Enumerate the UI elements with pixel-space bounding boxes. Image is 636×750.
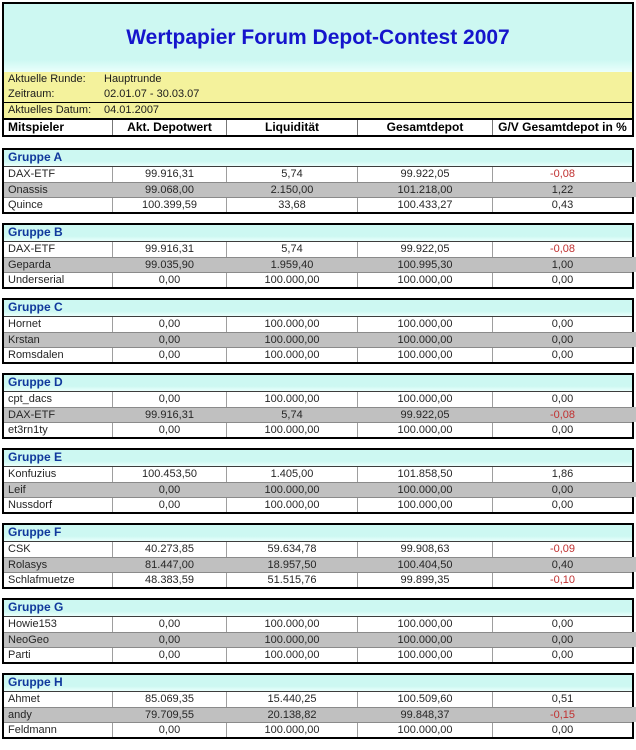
cell-player: Quince: [8, 199, 43, 211]
cell-gesamtdepot: 100.000,00: [357, 483, 492, 497]
page-title: Wertpapier Forum Depot-Contest 2007: [126, 26, 510, 49]
table-row: [4, 422, 632, 437]
cell-player: DAX-ETF: [8, 243, 56, 255]
cell-depotwert: 0,00: [112, 617, 226, 632]
cell-gv: 0,43: [492, 198, 632, 212]
table-row: [4, 647, 632, 662]
column-header-liquiditaet: Liquidität: [226, 120, 357, 135]
column-header-gv-prozent: G/V Gesamtdepot in %: [492, 120, 632, 135]
cell-player: Romsdalen: [8, 349, 64, 361]
info-value: 04.01.2007: [104, 104, 160, 116]
column-header-gesamtdepot: Gesamtdepot: [357, 120, 492, 135]
group-block-g: [2, 598, 634, 664]
cell-player: Onassis: [8, 184, 48, 196]
cell-depotwert: 0,00: [112, 648, 226, 662]
info-label: Zeitraum:: [8, 88, 55, 100]
groups-container: [2, 148, 634, 739]
cell-gesamtdepot: 100.404,50: [357, 558, 492, 572]
cell-depotwert: 100.453,50: [112, 467, 226, 482]
group-title: Gruppe F: [8, 525, 62, 539]
cell-liquiditaet: 100.000,00: [226, 633, 357, 647]
cell-gv: -0,08: [492, 408, 632, 422]
cell-player: et3rn1ty: [8, 424, 48, 436]
cell-player: CSK: [8, 543, 31, 555]
column-header-row: [4, 118, 632, 135]
cell-depotwert: 99.035,90: [112, 258, 226, 272]
cell-liquiditaet: 100.000,00: [226, 498, 357, 512]
info-row-aktuelles-datum: [4, 102, 632, 118]
table-row: [4, 632, 632, 647]
group-block-f: [2, 523, 634, 589]
info-row-zeitraum: [4, 87, 632, 102]
cell-gv: 0,00: [492, 392, 632, 407]
cell-liquiditaet: 59.634,78: [226, 542, 357, 557]
cell-liquiditaet: 100.000,00: [226, 392, 357, 407]
cell-player: DAX-ETF: [8, 168, 56, 180]
group-title: Gruppe C: [8, 300, 63, 314]
cell-depotwert: 0,00: [112, 423, 226, 437]
group-header-row: [4, 375, 632, 392]
cell-depotwert: 0,00: [112, 317, 226, 332]
cell-depotwert: 0,00: [112, 723, 226, 737]
table-row: [4, 197, 632, 212]
table-row: [4, 332, 632, 347]
cell-player: Konfuzius: [8, 468, 57, 480]
table-row: [4, 692, 632, 707]
cell-gesamtdepot: 100.000,00: [357, 273, 492, 287]
cell-gv: 1,00: [492, 258, 632, 272]
group-header-row: [4, 450, 632, 467]
cell-player: Leif: [8, 484, 26, 496]
cell-depotwert: 99.916,31: [112, 167, 226, 182]
group-header-row: [4, 300, 632, 317]
cell-player: Krstan: [8, 334, 40, 346]
cell-gesamtdepot: 100.000,00: [357, 392, 492, 407]
cell-depotwert: 0,00: [112, 348, 226, 362]
info-label: Aktuelle Runde:: [8, 73, 86, 85]
cell-gv: 0,00: [492, 633, 632, 647]
cell-player: Rolasys: [8, 559, 48, 571]
table-row: [4, 257, 632, 272]
cell-depotwert: 0,00: [112, 392, 226, 407]
cell-player: Feldmann: [8, 724, 57, 736]
cell-depotwert: 99.916,31: [112, 408, 226, 422]
table-row: [4, 467, 632, 482]
cell-liquiditaet: 1.959,40: [226, 258, 357, 272]
cell-liquiditaet: 100.000,00: [226, 617, 357, 632]
info-label: Aktuelles Datum:: [8, 104, 92, 116]
cell-liquiditaet: 33,68: [226, 198, 357, 212]
table-row: [4, 617, 632, 632]
cell-liquiditaet: 2.150,00: [226, 183, 357, 197]
cell-gesamtdepot: 100.509,60: [357, 692, 492, 707]
cell-depotwert: 100.399,59: [112, 198, 226, 212]
cell-gv: -0,10: [492, 573, 632, 587]
cell-gesamtdepot: 101.218,00: [357, 183, 492, 197]
cell-liquiditaet: 100.000,00: [226, 483, 357, 497]
group-block-b: [2, 223, 634, 289]
cell-liquiditaet: 1.405,00: [226, 467, 357, 482]
cell-depotwert: 0,00: [112, 333, 226, 347]
cell-player: cpt_dacs: [8, 393, 53, 405]
cell-depotwert: 85.069,35: [112, 692, 226, 707]
cell-depotwert: 99.916,31: [112, 242, 226, 257]
cell-gv: 1,86: [492, 467, 632, 482]
cell-gv: -0,15: [492, 708, 632, 722]
cell-gv: 0,40: [492, 558, 632, 572]
cell-gesamtdepot: 100.000,00: [357, 423, 492, 437]
cell-player: Parti: [8, 649, 31, 661]
cell-gesamtdepot: 100.000,00: [357, 648, 492, 662]
cell-depotwert: 0,00: [112, 273, 226, 287]
group-title: Gruppe H: [8, 675, 63, 689]
group-block-h: [2, 673, 634, 739]
cell-depotwert: 79.709,55: [112, 708, 226, 722]
cell-gv: -0,08: [492, 167, 632, 182]
cell-depotwert: 81.447,00: [112, 558, 226, 572]
cell-gesamtdepot: 100.000,00: [357, 723, 492, 737]
cell-gesamtdepot: 99.922,05: [357, 242, 492, 257]
cell-player: Underserial: [8, 274, 65, 286]
cell-gv: -0,08: [492, 242, 632, 257]
cell-gv: 0,00: [492, 617, 632, 632]
cell-liquiditaet: 18.957,50: [226, 558, 357, 572]
group-header-row: [4, 525, 632, 542]
cell-gv: 0,00: [492, 483, 632, 497]
cell-depotwert: 0,00: [112, 483, 226, 497]
cell-liquiditaet: 100.000,00: [226, 333, 357, 347]
table-row: [4, 347, 632, 362]
cell-liquiditaet: 100.000,00: [226, 723, 357, 737]
table-row: [4, 317, 632, 332]
cell-player: andy: [8, 709, 32, 721]
cell-gesamtdepot: 100.000,00: [357, 348, 492, 362]
table-row: [4, 542, 632, 557]
cell-liquiditaet: 100.000,00: [226, 348, 357, 362]
cell-player: Geparda: [8, 259, 51, 271]
table-row: [4, 272, 632, 287]
cell-player: DAX-ETF: [8, 409, 56, 421]
group-block-e: [2, 448, 634, 514]
group-block-d: [2, 373, 634, 439]
table-row: [4, 167, 632, 182]
cell-liquiditaet: 20.138,82: [226, 708, 357, 722]
column-header-depotwert: Akt. Depotwert: [112, 120, 226, 135]
cell-gesamtdepot: 100.995,30: [357, 258, 492, 272]
cell-player: NeoGeo: [8, 634, 49, 646]
cell-gesamtdepot: 100.000,00: [357, 633, 492, 647]
table-row: [4, 182, 632, 197]
group-title: Gruppe G: [8, 600, 64, 614]
cell-player: Howie153: [8, 618, 57, 630]
cell-gesamtdepot: 99.922,05: [357, 167, 492, 182]
group-header-row: [4, 675, 632, 692]
group-block-c: [2, 298, 634, 364]
info-row-aktuelle-runde: [4, 72, 632, 87]
cell-liquiditaet: 100.000,00: [226, 273, 357, 287]
group-header-row: [4, 150, 632, 167]
cell-gv: 0,00: [492, 423, 632, 437]
table-row: [4, 557, 632, 572]
cell-gesamtdepot: 100.433,27: [357, 198, 492, 212]
cell-player: Schlafmuetze: [8, 574, 75, 586]
cell-gv: 0,00: [492, 723, 632, 737]
table-row: [4, 572, 632, 587]
cell-gesamtdepot: 99.908,63: [357, 542, 492, 557]
group-header-row: [4, 600, 632, 617]
cell-gv: 0,51: [492, 692, 632, 707]
cell-liquiditaet: 100.000,00: [226, 423, 357, 437]
cell-player: Hornet: [8, 318, 42, 330]
table-row: [4, 407, 632, 422]
cell-gesamtdepot: 100.000,00: [357, 617, 492, 632]
title-bar: [4, 4, 632, 72]
cell-gesamtdepot: 99.922,05: [357, 408, 492, 422]
cell-liquiditaet: 5,74: [226, 242, 357, 257]
header-section: [2, 2, 634, 137]
cell-gesamtdepot: 100.000,00: [357, 498, 492, 512]
table-row: [4, 497, 632, 512]
table-row: [4, 482, 632, 497]
cell-depotwert: 40.273,85: [112, 542, 226, 557]
group-title: Gruppe A: [8, 150, 63, 164]
group-header-row: [4, 225, 632, 242]
cell-gesamtdepot: 100.000,00: [357, 333, 492, 347]
cell-depotwert: 99.068,00: [112, 183, 226, 197]
cell-liquiditaet: 51.515,76: [226, 573, 357, 587]
cell-gv: 0,00: [492, 498, 632, 512]
info-value: Hauptrunde: [104, 73, 162, 85]
cell-gv: 0,00: [492, 317, 632, 332]
cell-gesamtdepot: 100.000,00: [357, 317, 492, 332]
cell-gesamtdepot: 101.858,50: [357, 467, 492, 482]
column-header-mitspieler: Mitspieler: [8, 120, 65, 134]
table-row: [4, 242, 632, 257]
info-section: [4, 72, 632, 118]
group-title: Gruppe B: [8, 225, 63, 239]
group-block-a: [2, 148, 634, 214]
table-row: [4, 722, 632, 737]
cell-gv: 0,00: [492, 648, 632, 662]
table-row: [4, 392, 632, 407]
cell-liquiditaet: 15.440,25: [226, 692, 357, 707]
cell-depotwert: 0,00: [112, 498, 226, 512]
cell-gv: 0,00: [492, 348, 632, 362]
table-row: [4, 707, 632, 722]
cell-gv: 0,00: [492, 273, 632, 287]
cell-depotwert: 48.383,59: [112, 573, 226, 587]
cell-player: Nussdorf: [8, 499, 53, 511]
group-title: Gruppe E: [8, 450, 63, 464]
cell-gesamtdepot: 99.899,35: [357, 573, 492, 587]
cell-liquiditaet: 100.000,00: [226, 317, 357, 332]
cell-liquiditaet: 5,74: [226, 408, 357, 422]
group-title: Gruppe D: [8, 375, 63, 389]
cell-gv: 0,00: [492, 333, 632, 347]
cell-gv: -0,09: [492, 542, 632, 557]
cell-liquiditaet: 5,74: [226, 167, 357, 182]
cell-player: Ahmet: [8, 693, 40, 705]
cell-depotwert: 0,00: [112, 633, 226, 647]
cell-gesamtdepot: 99.848,37: [357, 708, 492, 722]
cell-gv: 1,22: [492, 183, 632, 197]
cell-liquiditaet: 100.000,00: [226, 648, 357, 662]
info-value: 02.01.07 - 30.03.07: [104, 88, 200, 100]
